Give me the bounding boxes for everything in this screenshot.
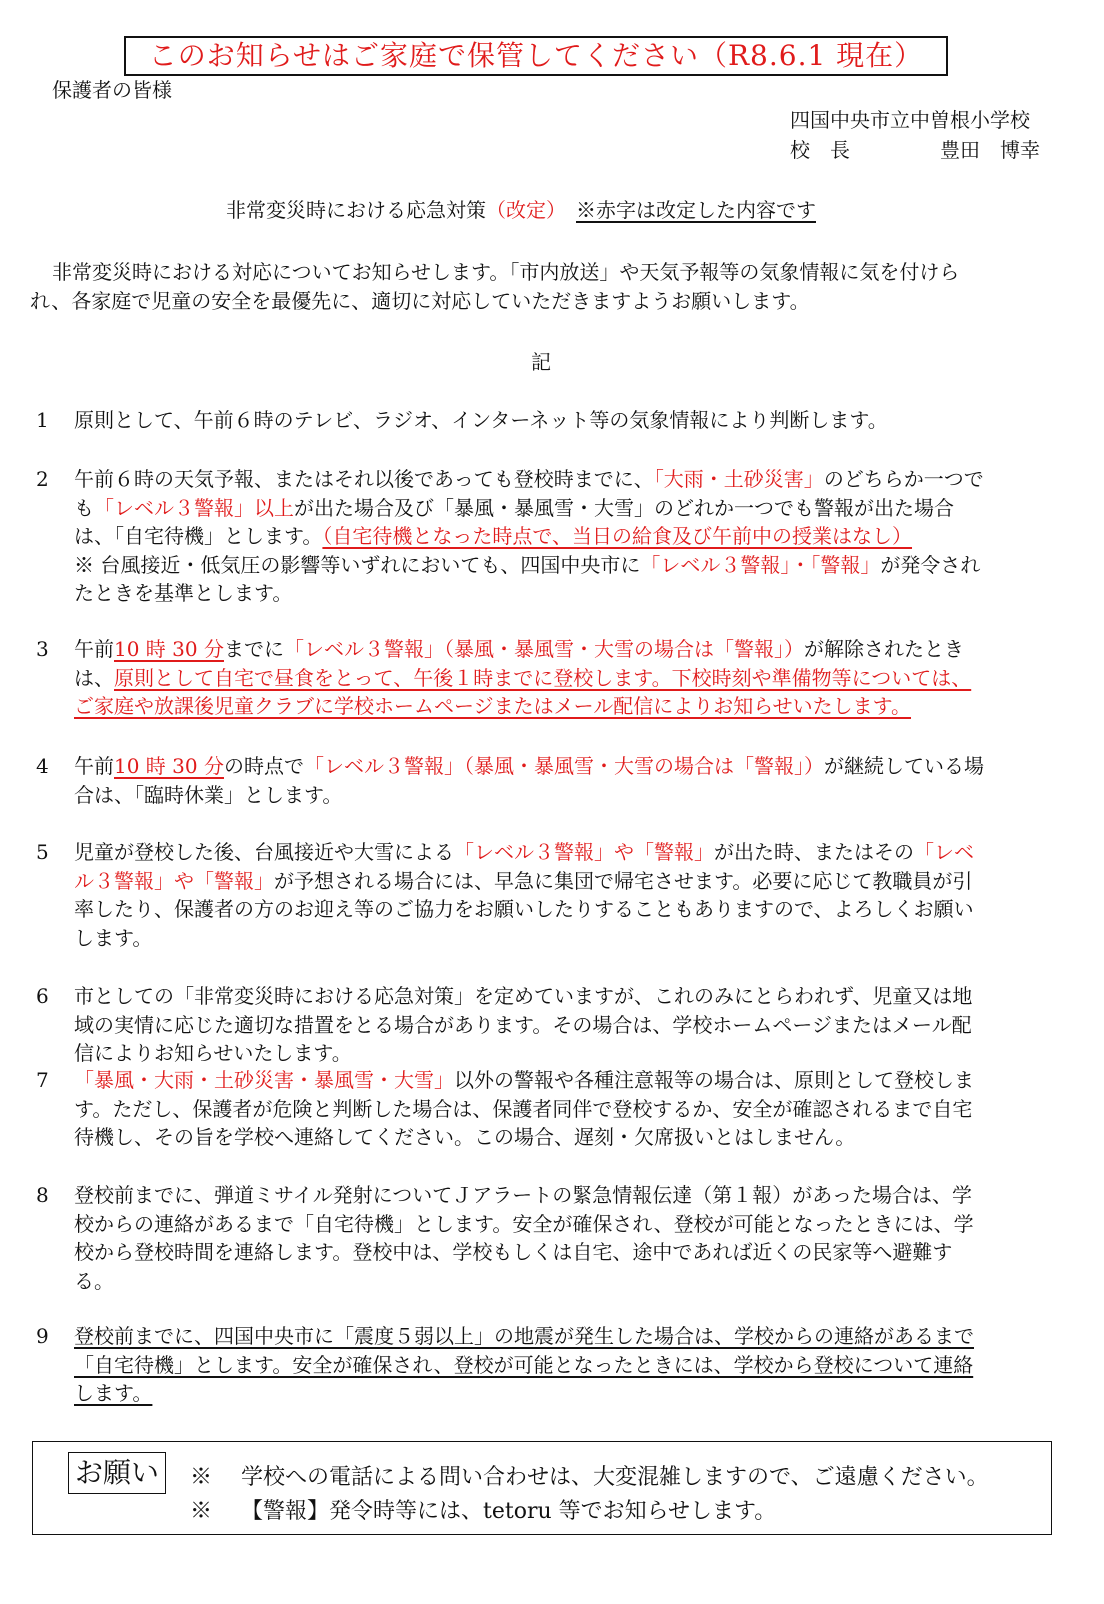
item-6 (74, 982, 1064, 1068)
item-number: 4 (36, 754, 49, 778)
item-2-text: が発令され (880, 552, 981, 577)
item-5-text: 率したり、保護者の方のお迎え等のご協力をお願いしたりすることもありますので、よろしくお願い (74, 897, 974, 921)
item-9-underlined-text: 「自宅待機」とします。安全が確保され、登校が可能となったときには、学校から登校について連絡 (74, 1352, 974, 1377)
item-5-red-text: 「レベ (914, 840, 974, 864)
item-8-text: 登校前までに、弾道ミサイル発射についてＪアラートの緊急情報伝達（第１報）があった場合は、学 (74, 1183, 972, 1207)
item-2-text: たときを基準とします。 (74, 581, 293, 605)
item-3-red-underlined-text: 原則として自宅で昼食をとって、午後１時までに登校します。下校時刻や準備物等については、 (114, 665, 972, 690)
item-7-text: 以外の警報や各種注意報等の場合は、原則として登校しま (454, 1068, 974, 1092)
note-mark: ※ (190, 1499, 213, 1524)
intro-line-1: 非常変災時における対応についてお知らせします。「市内放送」や天気予報等の気象情報に気を付けら (52, 260, 960, 284)
request-text: 【警報】発令時等には、tetoru 等でお知らせします。 (241, 1499, 777, 1524)
item-number: 6 (36, 984, 49, 1008)
item-number: 5 (36, 840, 49, 864)
item-5-red-text: 「レベル３警報」や「警報」 (454, 840, 714, 864)
item-number: 3 (36, 637, 49, 661)
item-5-text: が予想される場合には、早急に集団で帰宅させます。必要に応じて教職員が引 (274, 868, 973, 893)
document-heading (226, 196, 816, 224)
item-8-text: る。 (74, 1268, 114, 1293)
item-3 (74, 635, 1064, 721)
sender-title: 校 長 (790, 138, 850, 162)
heading-note: ※赤字は改定した内容です (576, 198, 816, 222)
item-2-text: のどちらか一つで (823, 467, 984, 491)
item-number: 1 (36, 408, 49, 432)
item-3-text: は、 (74, 665, 114, 690)
item-6-text: 域の実情に応じた適切な措置をとる場合があります。その場合は、学校ホームページまたはメール配 (74, 1012, 972, 1037)
item-9 (74, 1322, 1064, 1408)
item-6-text: 市としての「非常変災時における応急対策」を定めていますが、これのみにとらわれず、児童又は地 (74, 984, 973, 1008)
item-7 (74, 1066, 1064, 1152)
keep-notice-banner: このお知らせはご家庭で保管してください（R8.6.1 現在） (124, 36, 948, 76)
item-9-underlined-text: 登校前までに、四国中央市に「震度５弱以上」の地震が発生した場合は、学校からの連絡があるまで (74, 1324, 974, 1348)
item-4-text: の時点で (223, 754, 304, 778)
item-5 (74, 838, 1064, 952)
item-3-text: までに (223, 637, 284, 661)
item-4 (74, 752, 1064, 809)
item-2-red-text: 「レベル３警報」以上 (94, 495, 294, 520)
item-number: 8 (36, 1183, 49, 1207)
heading-revised: （改定） (486, 198, 556, 222)
item-number: 9 (36, 1324, 49, 1348)
greeting: 保護者の皆様 (52, 78, 172, 102)
request-label: お願い (68, 1452, 166, 1494)
item-3-text: 午前 (74, 637, 114, 661)
item-4-text: が継続している場 (823, 754, 984, 778)
request-text: 学校への電話による問い合わせは、大変混雑しますので、ご遠慮ください。 (241, 1465, 989, 1490)
item-5-text: します。 (74, 925, 153, 950)
item-2-text: 午前６時の天気予報、またはそれ以後であっても登校時までに、 (74, 467, 654, 491)
ki-marker: 記 (531, 350, 551, 374)
item-8 (74, 1181, 1064, 1295)
item-2-text: ※ 台風接近・低気圧の影響等いずれにおいても、四国中央市に (74, 552, 641, 577)
item-2-red-text: 「大雨・土砂災害」 (653, 467, 824, 491)
item-number: 2 (36, 467, 49, 491)
item-2-text: は、「自宅待機」とします。 (74, 524, 323, 548)
item-7-red-text: 「暴風・大雨・土砂災害・暴風雪・大雪」 (74, 1068, 454, 1092)
item-2-red-text: 「レベル３警報」・「警報」 (640, 552, 881, 577)
item-5-text: 児童が登校した後、台風接近や大雪による (74, 840, 454, 864)
sender-name: 豊田 博幸 (940, 138, 1040, 162)
item-9-underlined-text: します。 (74, 1381, 153, 1405)
item-1 (74, 406, 1064, 435)
item-2-text: も (74, 495, 94, 520)
item-number: 7 (36, 1068, 49, 1092)
item-1-line: 原則として、午前６時のテレビ、ラジオ、インターネット等の気象情報により判断します。 (74, 408, 888, 432)
request-line-1 (190, 1460, 989, 1491)
item-5-text: が出た時、またはその (714, 840, 914, 864)
item-6-text: 信によりお知らせいたします。 (74, 1041, 352, 1065)
item-8-text: 校からの連絡があるまで「自宅待機」とします。安全が確保され、登校が可能となったときには、学 (74, 1211, 974, 1236)
item-7-text: す。ただし、保護者が危険と判断した場合は、保護者同伴で登校するか、安全が確認されるまで自宅 (74, 1096, 973, 1121)
item-3-text: が解除されたとき (803, 637, 964, 661)
item-8-text: 校から登校時間を連絡します。登校中は、学校もしくは自宅、途中であれば近くの民家等へ避難す (74, 1240, 953, 1264)
item-4-red-underlined-text: 10 時 30 分 (114, 754, 224, 778)
intro-line-2: れ、各家庭で児童の安全を最優先に、適切に対応していただきますようお願いします。 (30, 289, 810, 313)
item-2-text: が出た場合及び「暴風・暴風雪・大雪」のどれか一つでも警報が出た場合 (294, 495, 954, 520)
item-4-text: 合は、「臨時休業」とします。 (74, 782, 343, 807)
sender-school: 四国中央市立中曽根小学校 (790, 108, 1030, 132)
item-3-red-underlined-text: ご家庭や放課後児童クラブに学校ホームページまたはメール配信によりお知らせいたします。 (74, 694, 911, 718)
item-3-red-text: 「レベル３警報」（暴風・暴風雪・大雪の場合は「警報」） (283, 637, 804, 661)
item-2-red-underlined-text: （自宅待機となった時点で、当日の給食及び午前中の授業はなし） (322, 524, 913, 548)
item-7-text: 待機し、その旨を学校へ連絡してください。この場合、遅刻・欠席扱いとはしません。 (74, 1125, 856, 1149)
heading-main: 非常変災時における応急対策 (226, 198, 486, 222)
item-2 (74, 465, 1064, 608)
note-mark: ※ (190, 1465, 213, 1490)
request-line-2 (190, 1494, 776, 1525)
item-5-red-text: ル３警報」や「警報」 (74, 868, 274, 893)
item-4-text: 午前 (74, 754, 114, 778)
item-3-red-underlined-text: 10 時 30 分 (114, 637, 224, 661)
item-4-red-text: 「レベル３警報」（暴風・暴風雪・大雪の場合は「警報」） (303, 754, 824, 778)
